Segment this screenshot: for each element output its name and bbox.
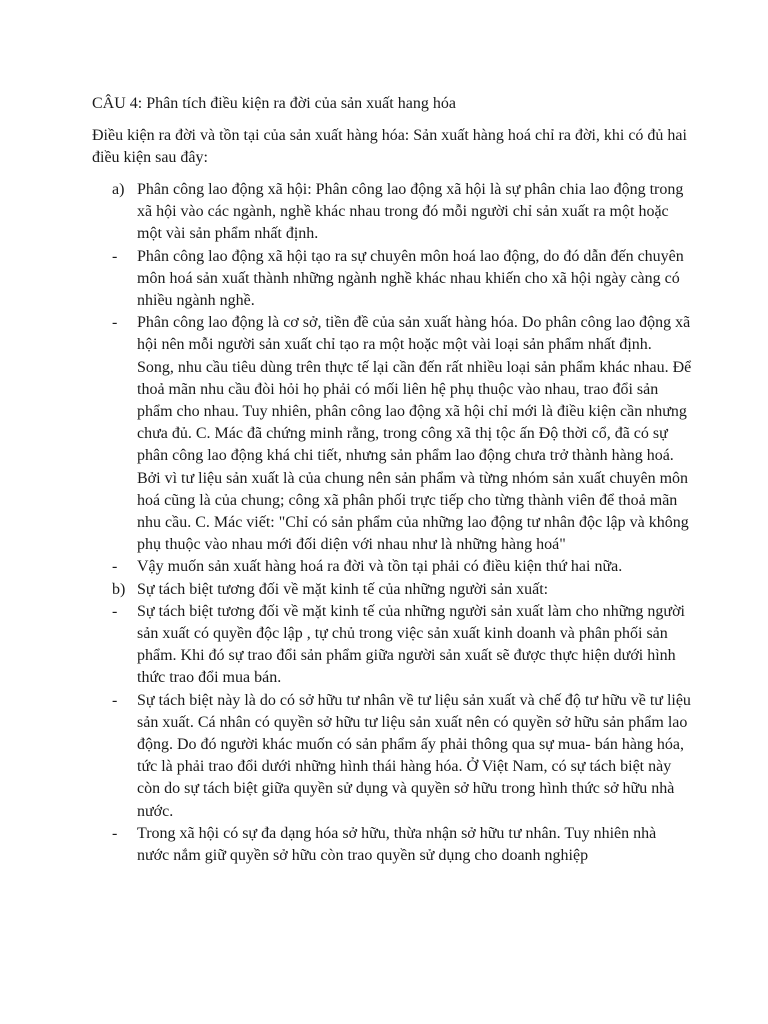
list-item-text: Trong xã hội có sự đa dạng hóa sở hữu, thừa nhận sở hữu tư nhân. Tuy nhiên nhà nước nắm giữ quyền sở hữu còn trao quyền sử dụng cho doanh nghiệp	[137, 824, 657, 865]
list-item-text: Sự tách biệt này là do có sở hữu tư nhân về tư liệu sản xuất và chế độ tư hữu về tư liệu sản xuất. Cá nhân có quyền sở hữu tư liệu sản xuất nên có quyền sở hữu sản phẩm lao động. Do đó người khác muốn có sản phẩm ấy phải thông qua sự mua- bán hàng hóa, tức là phải trao đổi dưới những hình thái hàng hóa. Ở Việt Nam, có sự tách biệt này còn do sự tách biệt giữa quyền sử dụng và quyền sở hữu trong hình thức sở hữu nhà nước.	[137, 691, 691, 820]
question-title: CÂU 4: Phân tích điều kiện ra đời của sản xuất hang hóa	[92, 95, 456, 112]
list-item-text: Vậy muốn sản xuất hàng hoá ra đời và tồn tại phải có điều kiện thứ hai nữa.	[137, 558, 623, 576]
list-item	[92, 823, 692, 867]
list-item-text: Phân công lao động xã hội: Phân công lao động xã hội là sự phân chia lao động trong xã hội vào các ngành, nghề khác nhau trong đó mỗi người chỉ sản xuất ra một hoặc một vài sản phẩm nhất định.	[137, 181, 684, 243]
list-marker: -	[112, 314, 118, 332]
list-marker: b)	[112, 580, 126, 598]
list-marker: -	[112, 602, 118, 620]
list-item-text: Phân công lao động xã hội tạo ra sự chuyên môn hoá lao động, do đó dẫn đến chuyên môn hoá sản xuất thành những ngành nghề khác nhau khiến cho xã hội ngày càng có nhiều ngành nghề.	[137, 247, 684, 310]
list-marker: -	[112, 824, 118, 842]
conditions-list	[92, 179, 692, 867]
list-item-text: Sự tách biệt tương đối về mặt kinh tế của những người sản xuất:	[137, 580, 549, 598]
list-item	[92, 312, 692, 556]
intro-paragraph: Điều kiện ra đời và tồn tại của sản xuất hàng hóa: Sản xuất hàng hoá chỉ ra đời, khi có đủ hai điều kiện sau đây:	[92, 127, 687, 166]
list-marker: -	[112, 247, 118, 265]
list-marker: a)	[112, 181, 125, 198]
list-item-text: Phân công lao động là cơ sở, tiền đề của sản xuất hàng hóa. Do phân công lao động xã hội nên mỗi người sản xuất chỉ tạo ra một hoặc một vài loại sản phẩm nhất định. Song, nhu cầu tiêu dùng trên thực tế lại cần đến rất nhiều loại sản phẩm khác nhau. Để thoả mãn nhu cầu đòi hỏi họ phải có mối liên hệ phụ thuộc vào nhau, trao đổi sản phẩm cho nhau. Tuy nhiên, phân công lao động xã hội chỉ mới là điều kiện cần nhưng chưa đủ. C. Mác đã chứng minh rằng, trong công xã thị tộc ấn Độ thời cổ, đã có sự phân công lao động khá chi tiết, nhưng sản phẩm lao động chưa trở thành hàng hoá. Bởi vì tư liệu sản xuất là của chung nên sản phẩm và từng nhóm sản xuất chuyên môn hoá cũng là của chung; công xã phân phối trực tiếp cho từng thành viên để thoả mãn nhu cầu. C. Mác viết: "Chỉ có sản phẩm của những lao động tư nhân độc lập và không phụ thuộc vào nhau mới đối diện với nhau như là những hàng hoá"	[137, 314, 692, 554]
list-item	[92, 246, 692, 313]
list-item	[92, 556, 692, 578]
document-page	[92, 92, 692, 867]
list-item	[92, 179, 692, 246]
list-item-text: Sự tách biệt tương đối về mặt kinh tế của những người sản xuất làm cho những người sản xuất có quyền độc lập , tự chủ trong việc sản xuất kinh doanh và phân phối sản phẩm. Khi đó sự trao đổi sản phẩm giữa người sản xuất sẽ được thực hiện dưới hình thức trao đổi mua bán.	[137, 602, 685, 687]
list-marker: -	[112, 691, 118, 709]
list-item	[92, 690, 692, 823]
list-marker: -	[112, 558, 118, 576]
list-item	[92, 601, 692, 690]
list-item	[92, 579, 692, 601]
